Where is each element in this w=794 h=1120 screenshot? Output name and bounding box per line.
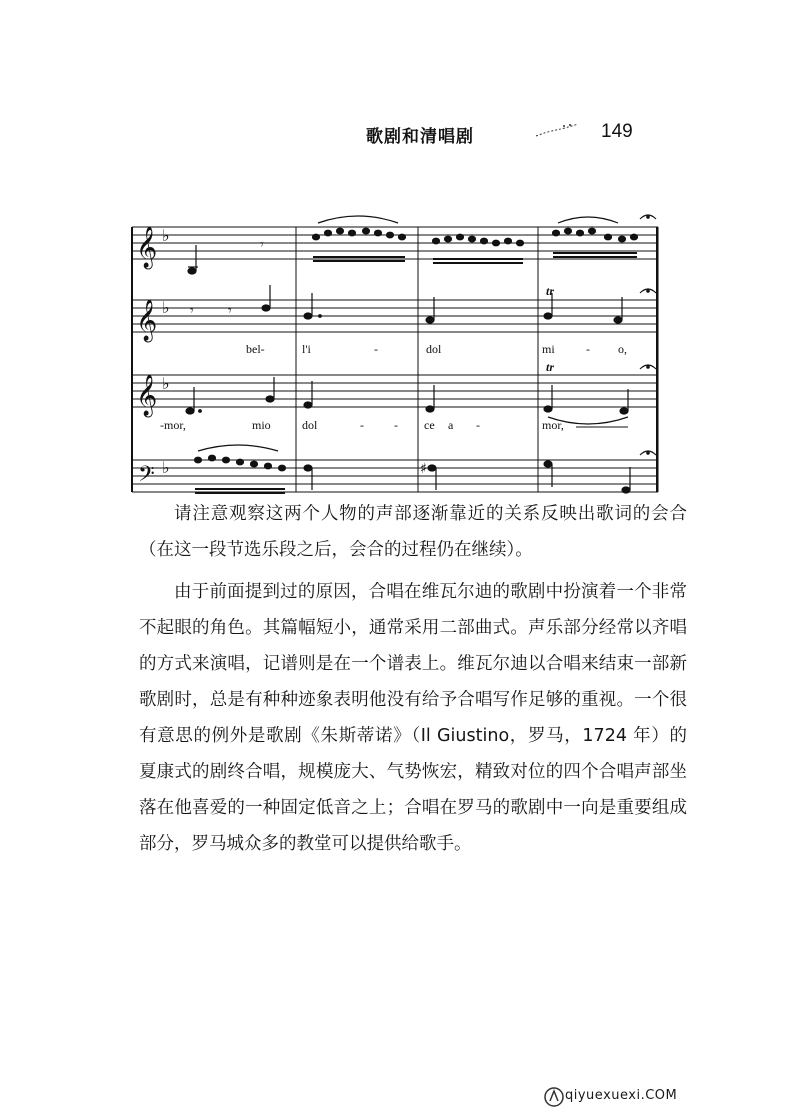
paragraph: 由于前面提到过的原因，合唱在维瓦尔迪的歌剧中扮演着一个非常不起眼的角色。其篇幅短小，通常采用二部曲式。声乐部分经常以齐唱的方式来演唱，记谱则是在一个谱表上。维瓦尔迪以合唱来结束一部新歌剧时，总是有种种迹象表明他没有给予合唱写作足够的重视。一个很有意思的例外是歌剧《朱斯蒂诺》（Il Giustino，罗马，1724 年）的夏康式的剧终合唱，规模庞大、气势恢宏，精致对位的四个合唱声部坐落在他喜爱的一种固定低音之上；合唱在罗马的歌剧中一向是重要组成部分，罗马城众多的教堂可以提供给歌手。 <box>139 582 687 854</box>
lyric-syllable: - <box>394 418 398 432</box>
svg-text:♯: ♯ <box>420 461 427 477</box>
svg-text:𝄾: 𝄾 <box>190 303 194 319</box>
lyric-syllable: l'i <box>302 342 311 356</box>
lyric-syllable: - <box>586 342 590 356</box>
lyric-syllable: - <box>374 342 378 356</box>
svg-text:𝄾: 𝄾 <box>228 303 232 319</box>
running-header-title: 歌剧和清唱剧 <box>366 127 474 147</box>
staff-3 <box>132 375 658 407</box>
svg-text:♭: ♭ <box>162 226 170 245</box>
watermark-text: qiyuexuexi.COM <box>565 1088 678 1103</box>
lyric-syllable: dol <box>426 342 442 356</box>
staff-4 <box>132 460 658 492</box>
trill-mark: tr <box>546 360 555 374</box>
treble-clef-icon: 𝄞 <box>136 375 158 416</box>
treble-clef-icon: 𝄞 <box>136 227 158 268</box>
staff-2 <box>132 300 658 332</box>
lyric-syllable: mi <box>542 342 555 356</box>
treble-clef-icon: 𝄞 <box>136 300 158 341</box>
trill-mark: tr <box>546 284 555 298</box>
lyric-syllable: mor, <box>542 418 564 432</box>
svg-text:♭: ♭ <box>162 374 170 393</box>
lyric-syllable: ce <box>424 418 435 432</box>
paragraph: 请注意观察这两个人物的声部逐渐靠近的关系反映出歌词的会合（在这一段节选乐段之后，会合的过程仍在继续）。 <box>139 504 687 560</box>
svg-text:♭: ♭ <box>162 458 170 477</box>
lyric-syllable: o, <box>618 342 627 356</box>
svg-text:♭: ♭ <box>162 298 170 317</box>
lyric-syllable: a <box>448 418 454 432</box>
header-ornament-icon <box>534 120 580 140</box>
lyric-syllable: bel- <box>246 342 265 356</box>
lyric-syllable: - <box>476 418 480 432</box>
svg-text:𝄾: 𝄾 <box>260 237 264 253</box>
music-score-excerpt <box>128 205 668 500</box>
body-text <box>139 496 687 862</box>
bass-clef-icon: 𝄢 <box>138 462 155 492</box>
lyric-syllable: -mor, <box>160 418 186 432</box>
lyric-syllable: mio <box>252 418 271 432</box>
page-number: 149 <box>601 121 633 142</box>
watermark-logo-icon <box>543 1086 565 1108</box>
lyric-syllable: - <box>360 418 364 432</box>
lyric-syllable: dol <box>302 418 318 432</box>
